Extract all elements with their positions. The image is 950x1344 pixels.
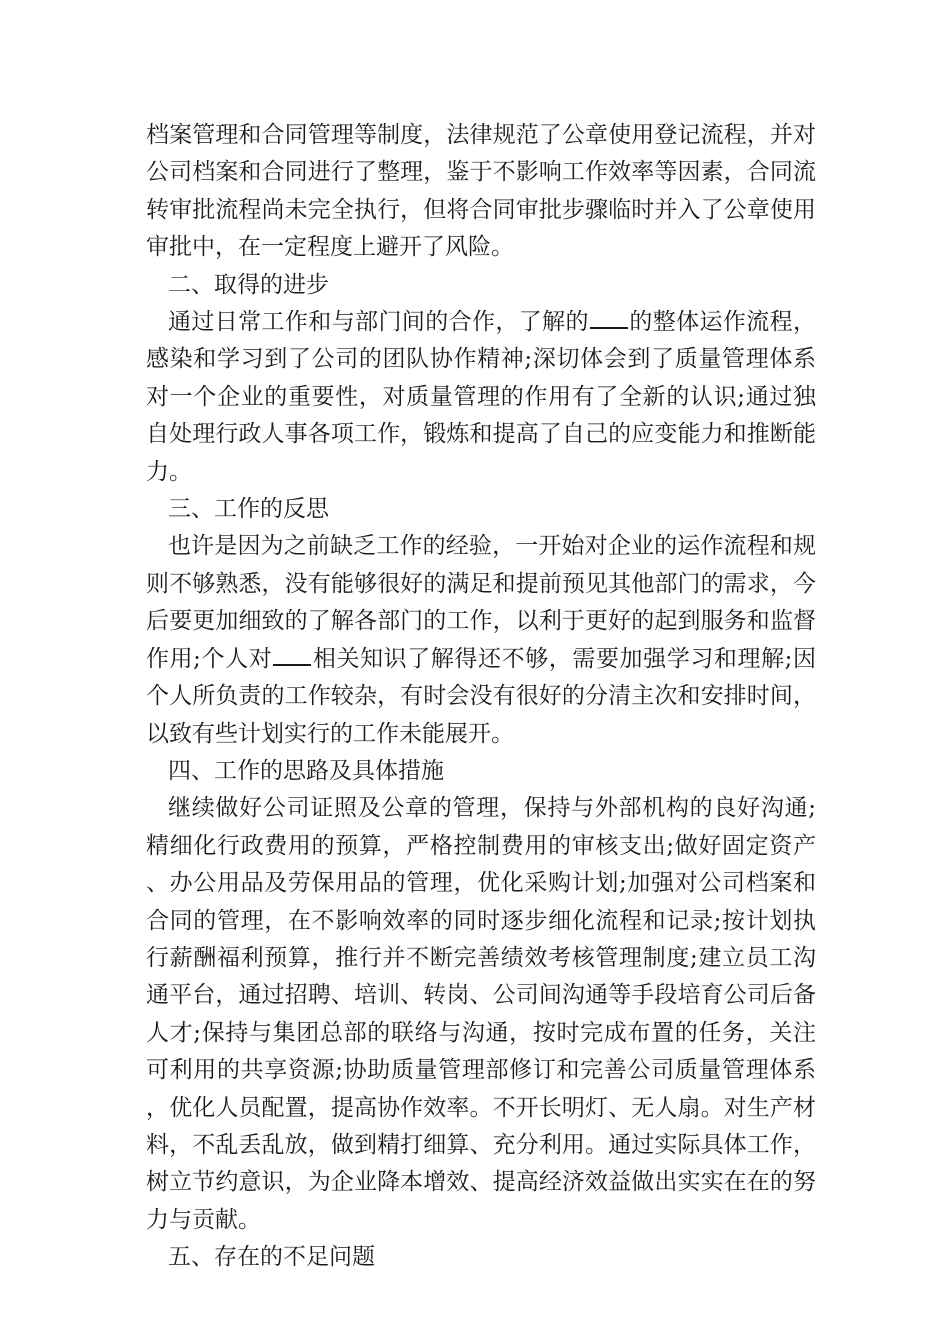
paragraph-progress <box>146 304 816 491</box>
paragraph-text: 通过日常工作和与部门间的合作，了解的 <box>168 309 589 336</box>
heading-shortcomings: 五、存在的不足问题 <box>168 1244 375 1271</box>
document-body <box>146 117 816 1277</box>
blank-underline <box>273 646 311 666</box>
heading-measures: 四、工作的思路及具体措施 <box>168 757 444 784</box>
blank-underline <box>590 309 628 329</box>
paragraph-reflection <box>146 528 816 752</box>
paragraph-text: 也许是因为之前缺乏工作的经验，一开始对企业的运作流程和规则不够熟悉，没有能够很好的满足和提前预见其他部门的需求，今后要更加细致的了解各部门的工作，以利于更好的起到服务和监督作用;个人对 <box>146 533 816 672</box>
paragraph-text: 相关知识了解得还不够，需要加强学习和理解;因个人所负责的工作较杂，有时会没有很好的分清主次和安排时间，以致有些计划实行的工作未能展开。 <box>146 645 817 747</box>
paragraph-text: 的整体运作流程，感染和学习到了公司的团队协作精神;深切体会到了质量管理体系对一个企业的重要性，对质量管理的作用有了全新的认识;通过独自处理行政人事各项工作，锻炼和提高了自己的应变能力和推断能力。 <box>146 309 817 485</box>
paragraph-measures <box>146 790 816 1239</box>
paragraph-records-management <box>146 117 816 267</box>
heading-reflection: 三、工作的反思 <box>168 496 329 523</box>
paragraph-text: 档案管理和合同管理等制度，法律规范了公章使用登记流程，并对公司档案和合同进行了整理，鉴于不影响工作效率等因素，合同流转审批流程尚未完全执行，但将合同审批步骤临时并入了公章使用审批中，在一定程度上避开了风险。 <box>146 122 816 261</box>
heading-progress: 二、取得的进步 <box>168 271 329 298</box>
paragraph-text: 继续做好公司证照及公章的管理，保持与外部机构的良好沟通;精细化行政费用的预算，严格控制费用的审核支出;做好固定资产、办公用品及劳保用品的管理，优化采购计划;加强对公司档案和合同的管理，在不影响效率的同时逐步细化流程和记录;按计划执行薪酬福利预算，推行并不断完善绩效考核管理制度;建立员工沟通平台，通过招聘、培训、转岗、公司间沟通等手段培育公司后备人才;保持与集团总部的联络与沟通，按时完成布置的任务，关注可利用的共享资源;协助质量管理部修订和完善公司质量管理体系，优化人员配置，提高协作效率。不开长明灯、无人扇。对生产材料，不乱丢乱放，做到精打细算、充分利用。通过实际具体工作，树立节约意识，为企业降本增效、提高经济效益做出实实在在的努力与贡献。 <box>146 795 816 1233</box>
